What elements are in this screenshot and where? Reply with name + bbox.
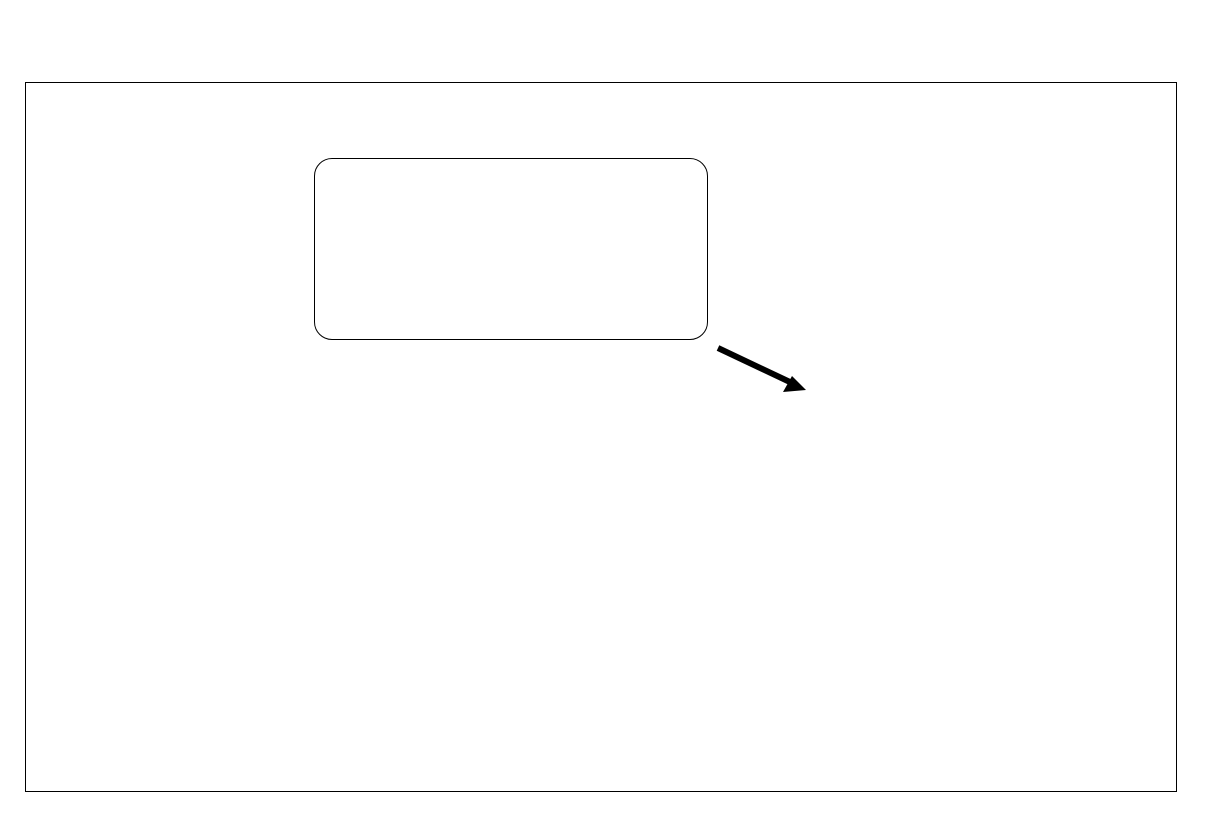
legend-box (314, 158, 708, 340)
